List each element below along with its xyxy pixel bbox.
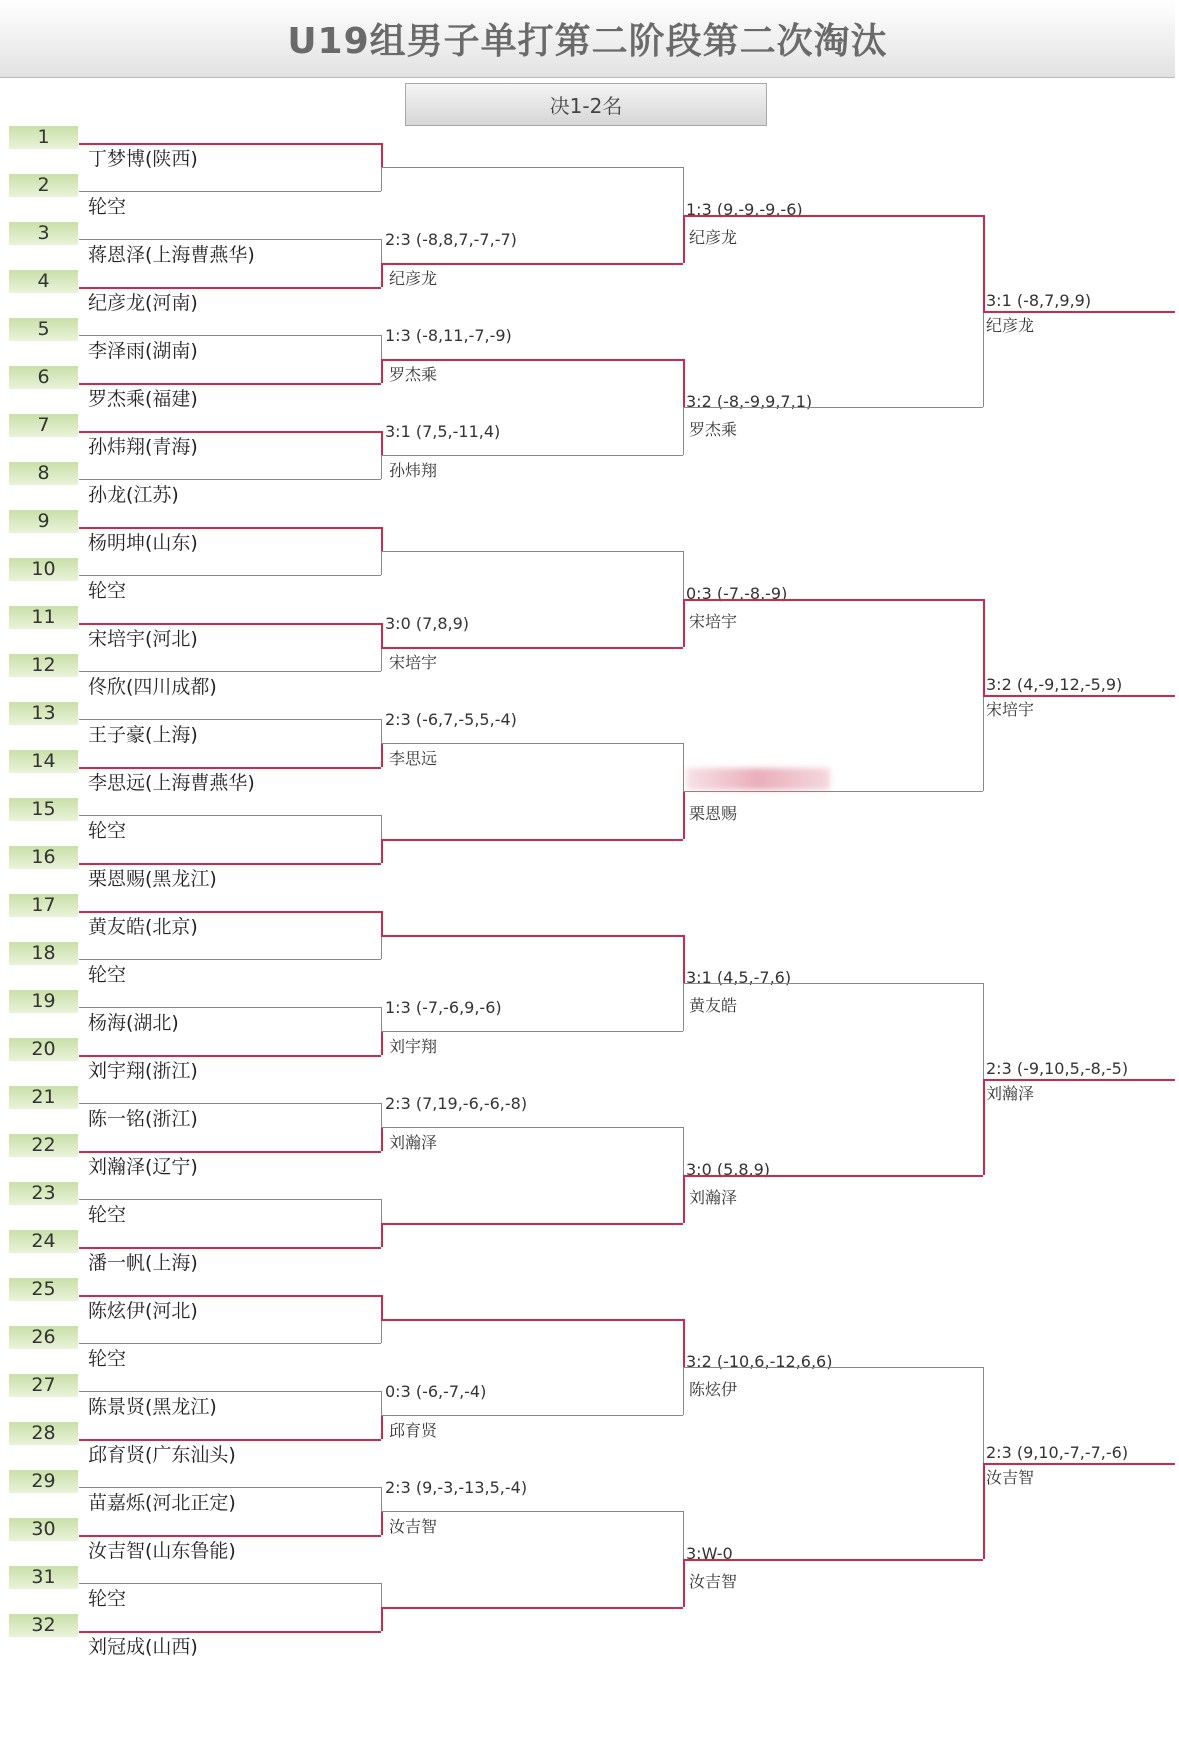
- bracket-line: [79, 1391, 381, 1392]
- player-name: 李思远(上海曹燕华): [88, 772, 255, 794]
- match-winner: 栗恩赐: [689, 804, 738, 823]
- bracket-line: [381, 1031, 383, 1055]
- bracket-line: [79, 1439, 381, 1441]
- bracket-line: [683, 983, 983, 984]
- match-winner: 陈炫伊: [689, 1380, 738, 1399]
- seed-number: 19: [9, 990, 78, 1013]
- bracket-line: [683, 407, 684, 455]
- seed-number: 28: [9, 1422, 78, 1445]
- bracket-line: [683, 1511, 684, 1559]
- match-winner: 宋培宇: [986, 700, 1035, 719]
- bracket-line: [381, 455, 382, 479]
- player-name: 杨海(湖北): [88, 1012, 179, 1034]
- bracket-line: [983, 599, 985, 695]
- bracket-line: [381, 743, 683, 744]
- player-name: 佟欣(四川成都): [88, 676, 217, 698]
- bracket-line: [79, 335, 381, 336]
- player-name: 轮空: [88, 820, 127, 842]
- seed-number: 13: [9, 702, 78, 725]
- bracket-line: [381, 1127, 683, 1128]
- match-winner: 纪彦龙: [986, 316, 1035, 335]
- bracket-line: [381, 551, 683, 552]
- round-tab-label: 决1-2名: [549, 94, 623, 118]
- bracket-line: [381, 839, 683, 841]
- bracket-line: [381, 239, 382, 263]
- bracket-line: [381, 143, 383, 167]
- player-name: 轮空: [88, 1348, 127, 1370]
- player-name: 潘一帆(上海): [88, 1252, 198, 1274]
- match-winner: 宋培宇: [689, 612, 738, 631]
- bracket-line: [683, 1367, 983, 1368]
- bracket-line: [79, 1103, 381, 1104]
- bracket-line: [79, 815, 381, 816]
- player-name: 纪彦龙(河南): [88, 292, 198, 314]
- seed-number: 9: [9, 510, 78, 533]
- bracket-line: [79, 911, 381, 913]
- bracket-line: [79, 239, 381, 240]
- match-score: 3:1 (4,5,-7,6): [686, 968, 792, 987]
- seed-number: 27: [9, 1374, 78, 1397]
- blurred-score: [686, 768, 830, 790]
- bracket-line: [79, 1631, 381, 1633]
- seed-number: 12: [9, 654, 78, 677]
- bracket-line: [381, 1487, 382, 1511]
- bracket-line: [79, 1487, 381, 1488]
- bracket-line: [381, 1199, 382, 1223]
- bracket-line: [79, 431, 381, 433]
- bracket-line: [683, 215, 685, 263]
- bracket-line: [683, 1175, 983, 1177]
- player-name: 刘冠成(山西): [88, 1636, 198, 1658]
- seed-number: 21: [9, 1086, 78, 1109]
- player-name: 轮空: [88, 1204, 127, 1226]
- match-score: 2:3 (-6,7,-5,5,-4): [385, 710, 517, 729]
- player-name: 轮空: [88, 580, 127, 602]
- player-name: 宋培宇(河北): [88, 628, 198, 650]
- seed-number: 32: [9, 1614, 78, 1637]
- seed-number: 31: [9, 1566, 78, 1589]
- bracket-line: [381, 1031, 683, 1032]
- bracket-line: [683, 935, 685, 983]
- seed-number: 22: [9, 1134, 78, 1157]
- bracket-line: [79, 479, 381, 480]
- bracket-line: [79, 1295, 381, 1297]
- match-score: 1:3 (9,-9,-9,-6): [686, 200, 803, 219]
- page-title: U19组男子单打第二阶段第二次淘汰: [287, 21, 888, 62]
- bracket-line: [79, 671, 381, 672]
- seed-number: 30: [9, 1518, 78, 1541]
- match-winner: 罗杰乘: [689, 420, 738, 439]
- bracket-line: [79, 575, 381, 576]
- match-winner: 宋培宇: [389, 653, 438, 672]
- player-name: 苗嘉烁(河北正定): [88, 1492, 236, 1514]
- seed-number: 25: [9, 1278, 78, 1301]
- player-name: 孙炜翔(青海): [88, 436, 198, 458]
- seed-number: 14: [9, 750, 78, 773]
- match-score: 1:3 (-7,-6,9,-6): [385, 998, 502, 1017]
- bracket-line: [79, 1343, 381, 1344]
- bracket-line: [381, 335, 382, 359]
- match-winner: 纪彦龙: [689, 228, 738, 247]
- bracket-line: [79, 383, 381, 385]
- match-score: 3:0 (7,8,9): [385, 614, 470, 633]
- bracket-line: [79, 719, 381, 720]
- bracket-line: [983, 311, 984, 407]
- match-score: 3:0 (5,8,9): [686, 1160, 771, 1179]
- bracket-line: [381, 935, 683, 937]
- match-winner: 刘宇翔: [389, 1037, 438, 1056]
- bracket-line: [79, 527, 381, 529]
- bracket-line: [683, 1319, 685, 1367]
- bracket-line: [683, 359, 685, 407]
- bracket-line: [381, 935, 382, 959]
- bracket-line: [79, 1247, 381, 1249]
- bracket-line: [983, 1367, 984, 1463]
- match-score: 0:3 (-6,-7,-4): [385, 1382, 487, 1401]
- player-name: 孙龙(江苏): [88, 484, 179, 506]
- bracket-line: [79, 959, 381, 960]
- seed-number: 15: [9, 798, 78, 821]
- bracket-line: [683, 599, 983, 601]
- bracket-line: [381, 647, 382, 671]
- match-score: 3:2 (4,-9,12,-5,9): [986, 675, 1123, 694]
- match-winner: 汝吉智: [389, 1517, 438, 1536]
- match-score: 0:3 (-7,-8,-9): [686, 584, 788, 603]
- bracket-line: [683, 983, 684, 1031]
- seed-number: 4: [9, 270, 78, 293]
- match-winner: 刘瀚泽: [389, 1133, 438, 1152]
- bracket-line: [79, 1007, 381, 1008]
- match-score: 2:3 (9,10,-7,-7,-6): [986, 1443, 1129, 1462]
- seed-number: 2: [9, 174, 78, 197]
- player-name: 陈炫伊(河北): [88, 1300, 198, 1322]
- match-winner: 黄友皓: [689, 996, 738, 1015]
- player-name: 汝吉智(山东鲁能): [88, 1540, 236, 1562]
- bracket-line: [381, 911, 383, 935]
- bracket-line: [683, 743, 684, 791]
- bracket-line: [381, 431, 383, 455]
- match-score: 2:3 (9,-3,-13,5,-4): [385, 1478, 528, 1497]
- player-name: 邱育贤(广东汕头): [88, 1444, 236, 1466]
- match-winner: 刘瀚泽: [689, 1188, 738, 1207]
- bracket-line: [79, 287, 381, 289]
- match-score: 3:2 (-10,6,-12,6,6): [686, 1352, 833, 1371]
- bracket-line: [983, 1463, 985, 1559]
- match-score: 3:2 (-8,-9,9,7,1): [686, 392, 813, 411]
- seed-number: 7: [9, 414, 78, 437]
- bracket-line: [381, 1223, 683, 1225]
- match-score: 2:3 (7,19,-6,-6,-8): [385, 1094, 528, 1113]
- player-name: 王子豪(上海): [88, 724, 198, 746]
- match-winner: 刘瀚泽: [986, 1084, 1035, 1103]
- seed-number: 16: [9, 846, 78, 869]
- bracket-line: [381, 359, 383, 383]
- bracket-line: [381, 455, 683, 456]
- bracket-line: [683, 1559, 983, 1561]
- seed-number: 6: [9, 366, 78, 389]
- bracket-line: [983, 215, 985, 311]
- match-score: 1:3 (-8,11,-7,-9): [385, 326, 512, 345]
- bracket-line: [381, 1511, 383, 1535]
- seed-number: 17: [9, 894, 78, 917]
- match-winner: 罗杰乘: [389, 365, 438, 384]
- bracket-line: [381, 551, 382, 575]
- bracket-line: [381, 1295, 383, 1319]
- player-name: 杨明坤(山东): [88, 532, 198, 554]
- bracket-line: [79, 191, 381, 192]
- bracket-line: [381, 263, 683, 265]
- round-tab[interactable]: [405, 83, 767, 126]
- bracket-line: [683, 791, 983, 792]
- bracket-line: [381, 263, 383, 287]
- bracket-line: [683, 407, 983, 408]
- bracket-line: [381, 1319, 683, 1321]
- title-bar: [0, 0, 1175, 78]
- player-name: 陈一铭(浙江): [88, 1108, 198, 1130]
- bracket-line: [79, 863, 381, 865]
- bracket-line: [683, 1367, 684, 1415]
- bracket-line: [381, 1583, 382, 1607]
- match-score: 2:3 (-8,8,7,-7,-7): [385, 230, 517, 249]
- match-winner: 汝吉智: [986, 1468, 1035, 1487]
- player-name: 罗杰乘(福建): [88, 388, 198, 410]
- seed-number: 26: [9, 1326, 78, 1349]
- bracket-line: [381, 839, 383, 863]
- match-score: 3:1 (7,5,-11,4): [385, 422, 501, 441]
- bracket-line: [381, 647, 683, 649]
- bracket-line: [79, 623, 381, 625]
- bracket-line: [683, 1175, 685, 1223]
- bracket-line: [79, 1583, 381, 1584]
- bracket-line: [683, 1559, 685, 1607]
- player-name: 栗恩赐(黑龙江): [88, 868, 217, 890]
- bracket-line: [79, 767, 381, 769]
- bracket-line: [381, 1511, 683, 1512]
- bracket-line: [683, 215, 983, 217]
- match-winner: 李思远: [389, 749, 438, 768]
- seed-number: 24: [9, 1230, 78, 1253]
- bracket-line: [683, 1127, 684, 1175]
- player-name: 陈景贤(黑龙江): [88, 1396, 217, 1418]
- match-winner: 邱育贤: [389, 1421, 438, 1440]
- match-winner: 纪彦龙: [389, 269, 438, 288]
- player-name: 轮空: [88, 1588, 127, 1610]
- bracket-line: [983, 695, 984, 791]
- bracket-line: [381, 527, 383, 551]
- seed-number: 23: [9, 1182, 78, 1205]
- player-name: 丁梦博(陕西): [88, 148, 198, 170]
- bracket-line: [683, 599, 685, 647]
- bracket-line: [381, 719, 382, 743]
- seed-number: 29: [9, 1470, 78, 1493]
- bracket-line: [983, 983, 984, 1079]
- player-name: 蒋恩泽(上海曹燕华): [88, 244, 255, 266]
- match-score: 3:W-0: [686, 1544, 733, 1563]
- bracket-line: [381, 167, 382, 191]
- bracket-line: [683, 167, 684, 215]
- bracket-line: [983, 1079, 985, 1175]
- seed-number: 11: [9, 606, 78, 629]
- bracket-line: [381, 1607, 383, 1631]
- player-name: 轮空: [88, 964, 127, 986]
- bracket-line: [381, 1007, 382, 1031]
- match-score: 3:1 (-8,7,9,9): [986, 291, 1092, 310]
- bracket-line: [381, 1415, 683, 1416]
- seed-number: 1: [9, 126, 78, 149]
- player-name: 黄友皓(北京): [88, 916, 198, 938]
- seed-number: 5: [9, 318, 78, 341]
- match-winner: 汝吉智: [689, 1572, 738, 1591]
- seed-number: 20: [9, 1038, 78, 1061]
- bracket-line: [683, 551, 684, 599]
- bracket-line: [381, 1607, 683, 1609]
- match-score: 2:3 (-9,10,5,-8,-5): [986, 1059, 1129, 1078]
- bracket-line: [381, 1415, 383, 1439]
- seed-number: 18: [9, 942, 78, 965]
- player-name: 李泽雨(湖南): [88, 340, 198, 362]
- bracket-line: [381, 1127, 383, 1151]
- bracket-line: [79, 1199, 381, 1200]
- player-name: 刘宇翔(浙江): [88, 1060, 198, 1082]
- bracket-line: [79, 143, 381, 145]
- bracket-line: [381, 743, 383, 767]
- seed-number: 10: [9, 558, 78, 581]
- bracket-line: [381, 359, 683, 361]
- bracket-line: [381, 1103, 382, 1127]
- bracket-line: [381, 1319, 382, 1343]
- bracket-line: [381, 1223, 383, 1247]
- seed-number: 3: [9, 222, 78, 245]
- seed-number: 8: [9, 462, 78, 485]
- bracket-line: [381, 815, 382, 839]
- bracket-line: [683, 791, 685, 839]
- player-name: 刘瀚泽(辽宁): [88, 1156, 198, 1178]
- bracket-line: [79, 1055, 381, 1057]
- player-name: 轮空: [88, 196, 127, 218]
- bracket-line: [79, 1535, 381, 1537]
- bracket-line: [79, 1151, 381, 1153]
- bracket-line: [381, 167, 683, 168]
- match-winner: 孙炜翔: [389, 461, 438, 480]
- bracket-line: [381, 1391, 382, 1415]
- bracket-line: [381, 623, 383, 647]
